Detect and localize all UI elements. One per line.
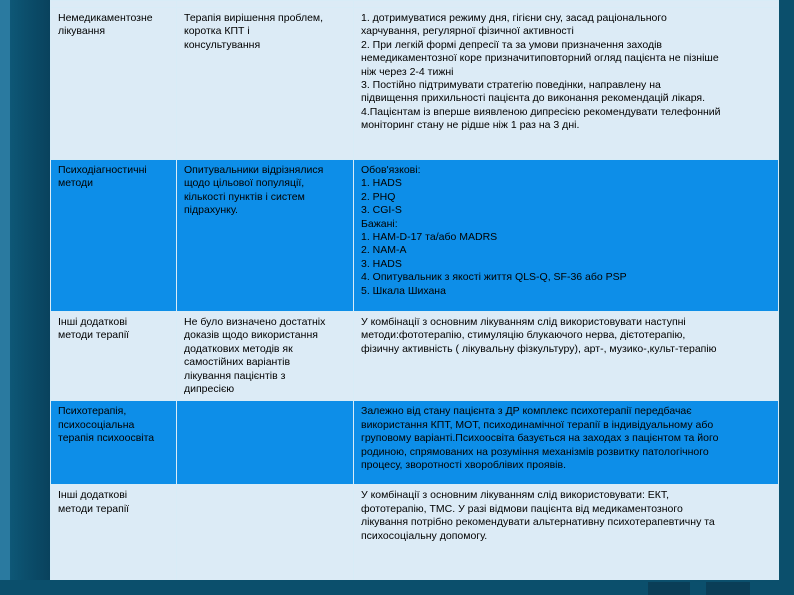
- recommendation-line: У комбінації з основним лікуванням слід використовувати наступні: [361, 316, 686, 328]
- category-line: Інші додаткові: [58, 316, 128, 328]
- decorative-square: [648, 582, 690, 595]
- description-cell: [177, 160, 354, 312]
- description-line: Не було визначено достатніх: [184, 316, 326, 328]
- category-line: методи: [58, 177, 94, 190]
- table-row-other-therapies: [51, 312, 779, 401]
- category-cell: [51, 8, 177, 160]
- category-line: психосоціальна: [58, 418, 135, 431]
- recommendation-line: фізичну активність ( лікувальну фізкультуру), арт-, музико-,культ-терапію: [361, 342, 717, 355]
- description-line: коротка КПТ і: [184, 25, 250, 38]
- description-line: кількості пунктів і систем: [184, 190, 305, 203]
- treatment-guideline-table: [50, 0, 779, 584]
- slide-bottom-band: [0, 580, 794, 595]
- description-line: Терапія вирішення проблем,: [184, 12, 324, 24]
- recommendation-line: Залежно від стану пацієнта з ДР комплекс психотерапії передбачає: [361, 405, 692, 418]
- recommendation-cell: [354, 485, 779, 584]
- recommendation-cell: [354, 401, 779, 485]
- recommendation-line: Обов'язкові:: [361, 164, 421, 176]
- recommendation-line: підвищення прихильності пацієнта до виконання рекомендацій лікаря.: [361, 92, 706, 105]
- description-line: консультування: [184, 38, 261, 51]
- recommendation-line: родиною, спрямованих на розуміння механізмів розвитку патологічного: [361, 445, 709, 458]
- recommendation-line: харчування, регулярної фізичної активності: [361, 25, 574, 38]
- recommendation-line: 1. HAM-D-17 та/або MADRS: [361, 231, 498, 244]
- recommendation-line: У комбінації з основним лікуванням слід використовувати: ЕКТ,: [361, 489, 670, 502]
- decorative-square: [706, 582, 750, 595]
- description-line: щодо цільової популяції,: [184, 177, 305, 190]
- category-line: терапія психоосвіта: [58, 432, 155, 445]
- description-line: Опитувальники відрізнялися: [184, 164, 324, 176]
- recommendation-line: 4.Пацієнтам із вперше виявленою дипресією рекомендувати телефонний: [361, 105, 721, 118]
- description-line: дипресією: [184, 383, 235, 396]
- recommendation-line: 2. PHQ: [361, 190, 396, 203]
- category-line: Психодіагностичні: [58, 164, 147, 176]
- table-top-strip: [51, 1, 779, 8]
- table-row-non-drug-treatment: [51, 8, 779, 160]
- table-cell: [354, 1, 779, 8]
- table-row-psychodiagnostic-methods: [51, 160, 779, 312]
- category-cell: [51, 401, 177, 485]
- category-line: лікування: [58, 25, 106, 38]
- description-cell: [177, 312, 354, 401]
- recommendation-line: процесу, зворотності хвороблівих проявів.: [361, 459, 567, 472]
- recommendation-line: 3. Постійно підтримувати стратегію поведінки, направлену на: [361, 79, 661, 92]
- recommendation-line: ніж через 2-4 тижні: [361, 65, 454, 78]
- recommendation-line: 1. HADS: [361, 177, 402, 190]
- recommendation-line: використання КПТ, МОТ, психодинамічної терапії в індивідуальному або: [361, 418, 714, 431]
- table-row-psychotherapy: [51, 401, 779, 485]
- recommendation-line: 3. HADS: [361, 257, 402, 270]
- category-cell: [51, 312, 177, 401]
- recommendation-line: 2. При легкій формі депресії та за умови призначення заходів: [361, 38, 663, 51]
- recommendation-line: 2. NAM-A: [361, 244, 407, 257]
- table-cell: [51, 1, 177, 8]
- recommendation-line: 1. дотримуватися режиму дня, гігієни сну, засад раціонального: [361, 12, 667, 24]
- table-row-other-therapies-2: [51, 485, 779, 584]
- description-line: лікування пацієнтів з: [184, 369, 286, 382]
- recommendation-line: лікування потрібно рекомендувати альтернативну психотерапевтичну та: [361, 516, 715, 529]
- category-line: методи терапії: [58, 502, 130, 515]
- recommendation-line: 3. CGI-S: [361, 204, 402, 217]
- table-cell: [177, 1, 354, 8]
- recommendation-cell: [354, 312, 779, 401]
- description-line: доказів щодо використання: [184, 329, 318, 342]
- recommendation-line: груповому варіанті.Психоосвіта базується на заходах з пацієнтом та його: [361, 432, 719, 445]
- recommendation-line: фототерапію, ТМС. У разі відмови пацієнта від медикаментозного: [361, 502, 683, 515]
- description-cell: [177, 485, 354, 584]
- recommendation-line: методи:фототерапію, стимуляцію блукаючого нерва, дієтотерапію,: [361, 329, 686, 342]
- recommendation-line: моніторинг стану не рідше ніж 1 раз на 3 дні.: [361, 119, 580, 132]
- category-line: Немедикаментозне: [58, 12, 153, 24]
- slide-left-stripe: [0, 0, 10, 595]
- description-line: додаткових методів як: [184, 342, 293, 355]
- category-line: Інші додаткові: [58, 489, 128, 502]
- recommendation-cell: [354, 160, 779, 312]
- category-cell: [51, 160, 177, 312]
- recommendation-line: 5. Шкала Шихана: [361, 284, 446, 297]
- category-line: Психотерапія,: [58, 405, 127, 418]
- slide-left-band: [0, 0, 50, 595]
- description-cell: [177, 8, 354, 160]
- description-line: самостійних варіантів: [184, 356, 291, 369]
- recommendation-line: психосоціальну допомогу.: [361, 529, 488, 542]
- description-cell: [177, 401, 354, 485]
- recommendation-cell: [354, 8, 779, 160]
- recommendation-line: Бажані:: [361, 217, 398, 230]
- recommendation-line: 4. Опитувальник з якості життя QLS-Q, SF-36 або PSP: [361, 271, 627, 284]
- category-line: методи терапії: [58, 329, 130, 342]
- description-line: підрахунку.: [184, 204, 238, 217]
- category-cell: [51, 485, 177, 584]
- recommendation-line: немедикаментозної коре призначитиповторний огляд пацієнта не пізніше: [361, 52, 719, 65]
